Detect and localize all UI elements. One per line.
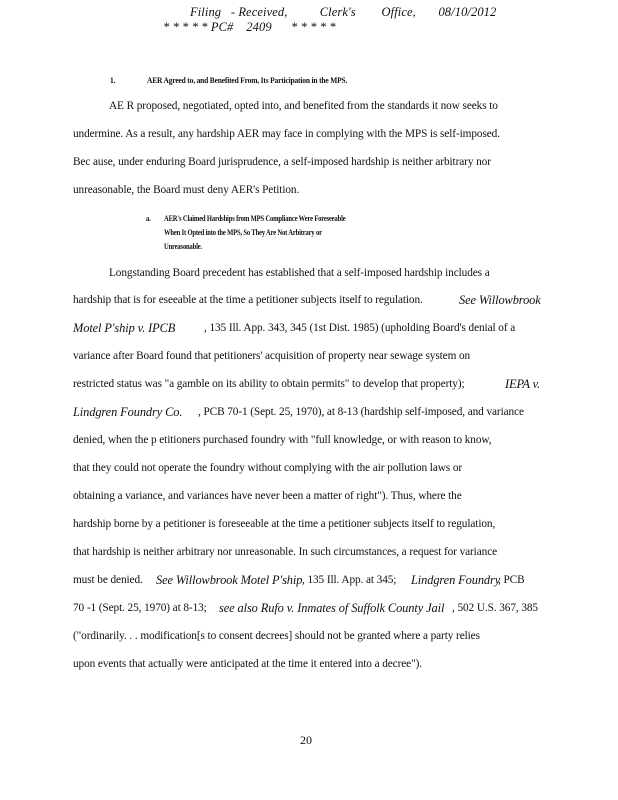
paragraph-line: 70 -1 (Sept. 25, 1970) at 8-13; bbox=[73, 602, 207, 614]
paragraph-line: undermine. As a result, any hardship AER may face in complying with the MPS is self-imposed. bbox=[73, 128, 500, 140]
paragraph-line: denied, when the p etitioners purchased foundry with "full knowledge, or with reason to know, bbox=[73, 434, 492, 446]
paragraph-line: hardship that is for eseeable at the time a petitioner subjects itself to regulation. bbox=[73, 294, 423, 306]
paragraph-line: restricted status was "a gamble on its ability to obtain permits" to develop that property); bbox=[73, 378, 465, 390]
subsection-heading-line: When It Opted into the MPS, So They Are Not Arbitrary or bbox=[164, 228, 322, 237]
paragraph-line: AE R proposed, negotiated, opted into, and benefited from the standards it now seeks to bbox=[109, 100, 498, 112]
subsection-heading-line: AER's Claimed Hardships from MPS Compliance Were Foreseeable bbox=[164, 214, 346, 223]
citation: IEPA v. bbox=[505, 377, 541, 391]
citation: Lindgren Foundry Co. bbox=[73, 405, 183, 419]
subsection-heading-line: Unreasonable. bbox=[164, 242, 203, 251]
paragraph-line: must be denied. bbox=[73, 574, 143, 586]
paragraph-line: Bec ause, under enduring Board jurisprudence, a self-imposed hardship is neither arbitrary nor bbox=[73, 156, 491, 168]
citation: see also Rufo v. Inmates of Suffolk County Jail bbox=[219, 601, 445, 615]
paragraph-line: unreasonable, the Board must deny AER's Petition. bbox=[73, 184, 300, 196]
section-heading: AER Agreed to, and Benefited From, Its Participation in the MPS. bbox=[147, 75, 348, 85]
citation: Motel P'ship v. IPCB bbox=[73, 321, 176, 335]
page-number: 20 bbox=[300, 733, 312, 747]
paragraph-line: obtaining a variance, and variances have never been a matter of right"). Thus, where the bbox=[73, 490, 462, 502]
paragraph-line: , PCB bbox=[498, 574, 525, 586]
paragraph-line: , 135 Ill. App. 343, 345 (1st Dist. 1985) (upholding Board's denial of a bbox=[204, 322, 516, 334]
paragraph-line: upon events that actually were anticipated at the time it entered into a decree"). bbox=[73, 658, 422, 670]
paragraph-line: hardship borne by a petitioner is foreseeable at the time a petitioner subjects itself to regulation, bbox=[73, 518, 496, 530]
filing-stamp-line-2: * * * * * PC# 2409 * * * * * bbox=[163, 20, 336, 34]
paragraph-line: that hardship is neither arbitrary nor unreasonable. In such circumstances, a request for variance bbox=[73, 546, 498, 558]
paragraph-line: ("ordinarily. . . modification[s to consent decrees] should not be granted where a party relies bbox=[73, 630, 480, 642]
paragraph-line: variance after Board found that petitioners' acquisition of property near sewage system on bbox=[73, 350, 471, 362]
citation: See Willowbrook Motel P'ship bbox=[156, 573, 303, 587]
citation: See Willowbrook bbox=[459, 293, 541, 307]
paragraph-line: , 135 Ill. App. at 345; bbox=[302, 574, 397, 586]
paragraph-line: , 502 U.S. 367, 385 bbox=[452, 602, 538, 614]
paragraph-line: that they could not operate the foundry without complying with the air pollution laws or bbox=[73, 462, 463, 474]
section-number: 1. bbox=[110, 75, 116, 85]
subsection-letter: a. bbox=[146, 214, 151, 223]
citation: Lindgren Foundry bbox=[411, 573, 501, 587]
paragraph-line: , PCB 70-1 (Sept. 25, 1970), at 8-13 (hardship self-imposed, and variance bbox=[198, 406, 524, 418]
filing-stamp-line-1: Filing - Received, Clerk's Office, 08/10/2012 bbox=[190, 5, 497, 19]
paragraph-line: Longstanding Board precedent has established that a self-imposed hardship includes a bbox=[109, 267, 490, 279]
